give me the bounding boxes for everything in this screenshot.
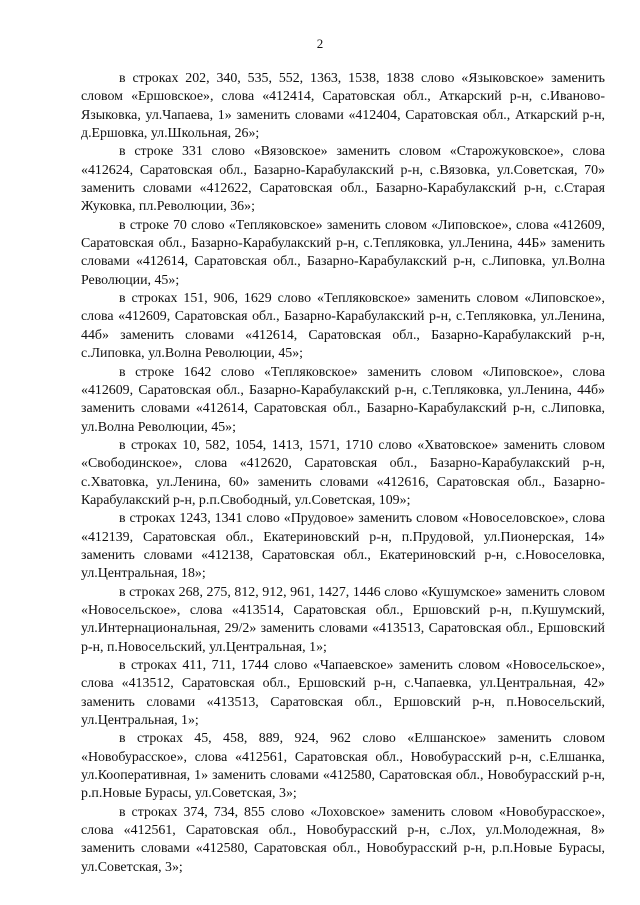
amendment-paragraph: в строках 45, 458, 889, 924, 962 слово «Елшанское» заменить словом «Новобурасское», слова «412561, Саратовская обл., Новобурасский р-н, с.Елшанка, ул.Кооперативная, 1» заменить словами «412580, Саратовская обл., Новобурасский р-н, р.п.Новые Бурасы, ул.Советская, 3»; [81,731,605,802]
document-body [81,70,605,877]
amendment-paragraph: в строках 202, 340, 535, 552, 1363, 1538, 1838 слово «Языковское» заменить словом «Ершовское», слова «412414, Саратовская обл., Аткарский р-н, с.Иваново-Языковка, ул.Чапаева, 1» заменить словами «412404, Саратовская обл., Аткарский р-н, д.Ершовка, ул.Школьная, 26»; [81,71,605,142]
amendment-paragraph: в строках 10, 582, 1054, 1413, 1571, 1710 слово «Хватовское» заменить словом «Свободинское», слова «412620, Саратовская обл., Базарно-Карабулакский р-н, с.Хватовка, ул.Ленина, 60» заменить словами «412616, Саратовская обл., Базарно-Карабулакский р-н, р.п.Свободный, ул.Советская, 109»; [81,437,605,508]
amendment-paragraph: в строках 268, 275, 812, 912, 961, 1427, 1446 слово «Кушумское» заменить словом «Новосельское», слова «413514, Саратовская обл., Ершовский р-н, п.Кушумский, ул.Интернациональная, 29/2» заменить словами «413513, Саратовская обл., Ершовский р-н, п.Новосельский, ул.Центральная, 1»; [81,584,605,655]
amendment-paragraph: в строках 374, 734, 855 слово «Лоховское» заменить словом «Новобурасское», слова «412561, Саратовская обл., Новобурасский р-н, с.Лох, ул.Молодежная, 8» заменить словами «412580, Саратовская обл., Новобурасский р-н, р.п.Новые Бурасы, ул.Советская, 3»; [81,804,605,875]
amendment-paragraph: в строке 331 слово «Вязовское» заменить словом «Старожуковское», слова «412624, Саратовская обл., Базарно-Карабулакский р-н, с.Вязовка, ул.Советская, 70» заменить словами «412622, Саратовская обл., Базарно-Карабулакский р-н, с.Старая Жуковка, пл.Революции, 36»; [81,144,605,215]
amendment-paragraph: в строке 70 слово «Тепляковское» заменить словом «Липовское», слова «412609, Саратовская обл., Базарно-Карабулакский р-н, с.Тепляковка, ул.Ленина, 44Б» заменить словами «412614, Саратовская обл., Базарно-Карабулакский р-н, с.Липовка, ул.Волна Революции, 45»; [81,217,605,288]
amendment-paragraph: в строке 1642 слово «Тепляковское» заменить словом «Липовское», слова «412609, Саратовская обл., Базарно-Карабулакский р-н, с.Тепляковка, ул.Ленина, 44б» заменить словами «412614, Саратовская обл., Базарно-Карабулакский р-н, с.Липовка, ул.Волна Революции, 45»; [81,364,605,435]
amendment-paragraph: в строках 411, 711, 1744 слово «Чапаевское» заменить словом «Новосельское», слова «413512, Саратовская обл., Ершовский р-н, с.Чапаевка, ул.Центральная, 42» заменить словами «413513, Саратовская обл., Ершовский р-н, п.Новосельский, ул.Центральная, 1»; [81,658,605,729]
amendment-paragraph: в строках 151, 906, 1629 слово «Тепляковское» заменить словом «Липовское», слова «412609, Саратовская обл., Базарно-Карабулакский р-н, с.Тепляковка, ул.Ленина, 44б» заменить словами «412614, Саратовская обл., Базарно-Карабулакский р-н, с.Липовка, ул.Волна Революции, 45»; [81,291,605,362]
page-number: 2 [316,36,324,51]
amendment-paragraph: в строках 1243, 1341 слово «Прудовое» заменить словом «Новоселовское», слова «412139, Саратовская обл., Екатериновский р-н, п.Прудовой, ул.Пионерская, 14» заменить словами «412138, Саратовская обл., Екатериновский р-н, с.Новоселовка, ул.Центральная, 18»; [81,511,605,582]
